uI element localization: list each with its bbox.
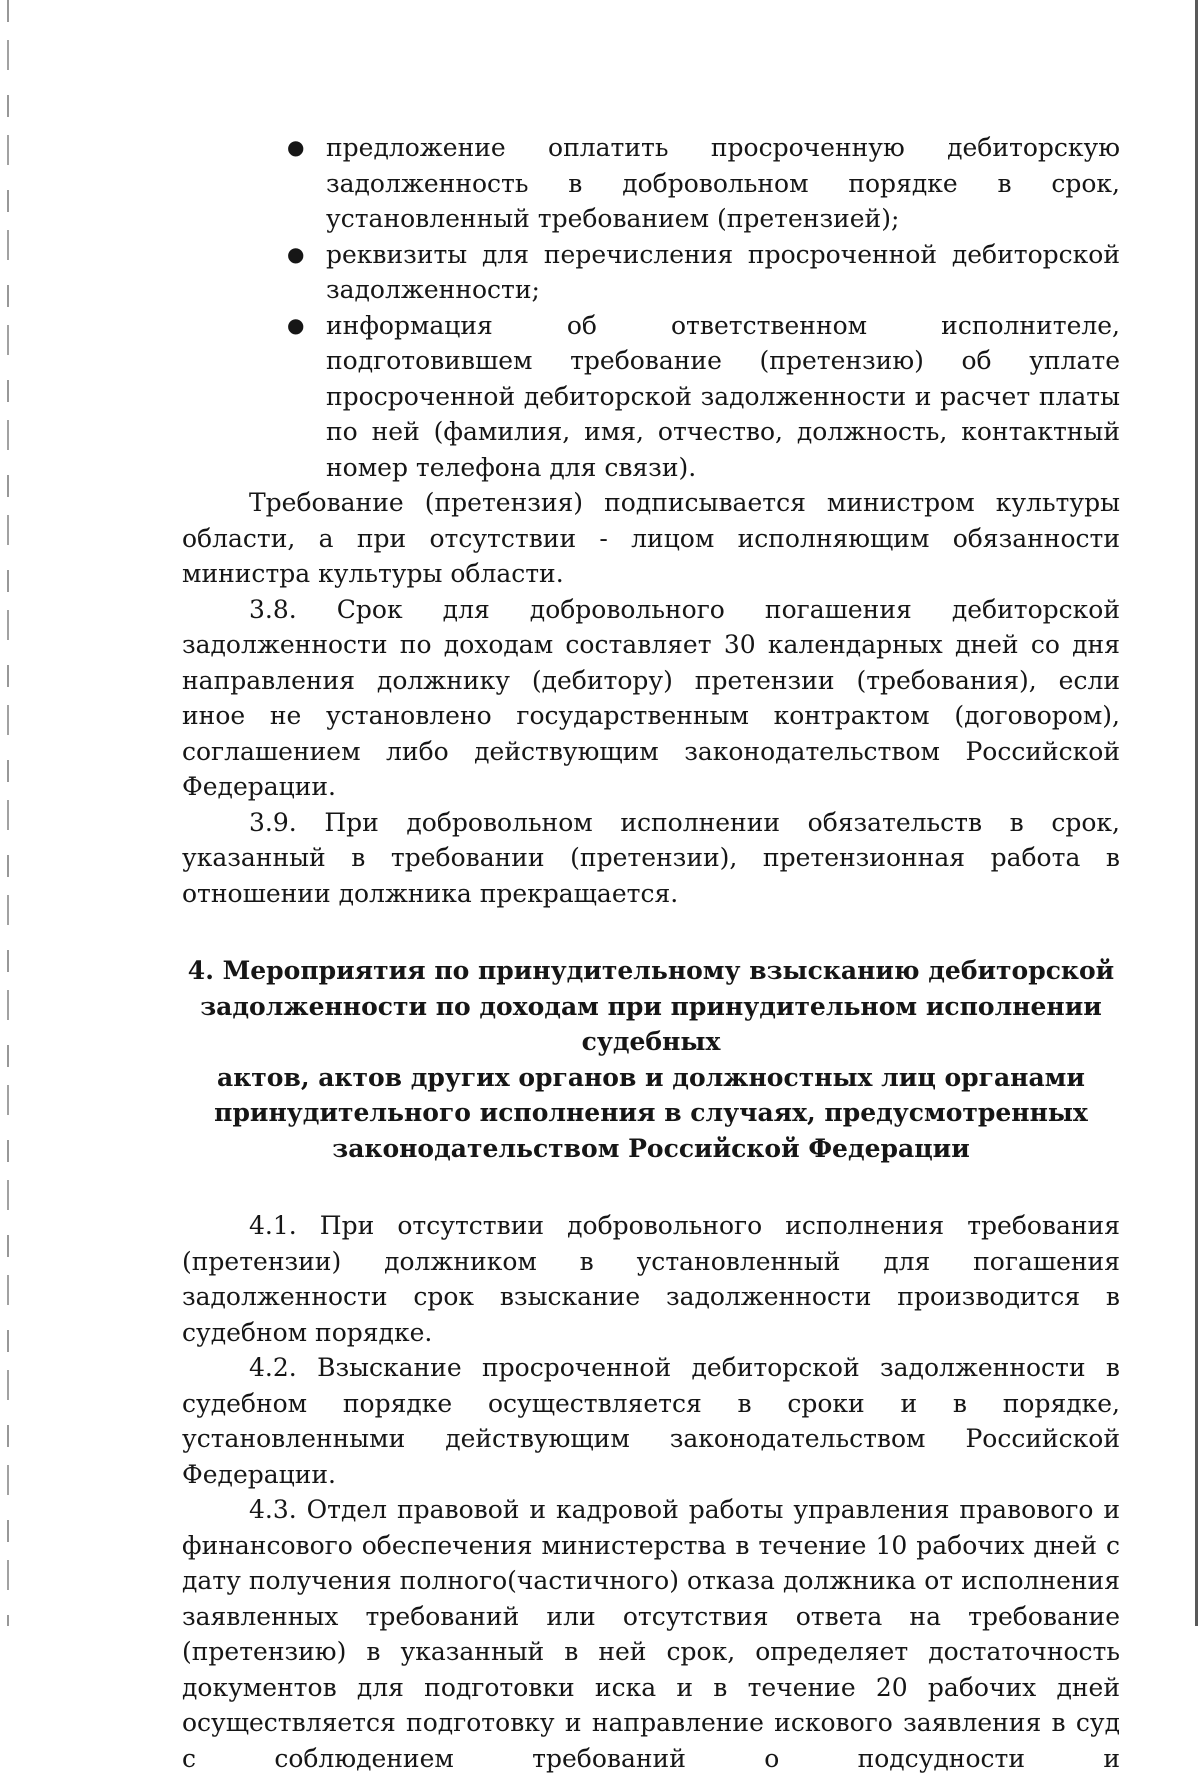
bullet-item [287, 130, 1120, 237]
bullet-list [182, 130, 1120, 485]
bullet-icon: ● [287, 312, 305, 337]
heading-line: законодательством Российской Федерации [332, 1133, 970, 1163]
paragraph-3-8: 3.8. Срок для добровольного погашения дебиторской задолженности по доходам составляет 30 календарных дней со дня направления должнику (дебитору) претензии (требования), если иное не установлено государственным контрактом (договором), соглашением либо действующим законодательством Российской Федерации. [182, 594, 1120, 801]
paragraph-4-1: 4.1. При отсутствии добровольного исполнения требования (претензии) должником в установленный для погашения задолженности срок взыскание задолженности производится в судебном порядке. [182, 1211, 1120, 1347]
bullet-text: информация об ответственном исполнителе, подготовившем требование (претензию) об уплате просроченной дебиторской задолженности и расчет платы по ней (фамилия, имя, отчество, должность, контактный номер телефона для связи). [326, 310, 1120, 482]
bullet-text: предложение оплатить просроченную дебиторскую задолженность в добровольном порядке в срок, установленный требованием (претензией); [326, 133, 1120, 233]
bullet-icon: ● [287, 241, 305, 266]
paragraph-signature: Требование (претензия) подписывается министром культуры области, а при отсутствии - лицом исполняющим обязанности министра культуры области. [182, 488, 1120, 588]
paragraph-4-2: 4.2. Взыскание просроченной дебиторской задолженности в судебном порядке осуществляется в сроки и в порядке, установленными действующим законодательством Российской Федерации. [182, 1353, 1120, 1489]
heading-line: задолженности по доходам при принудительном исполнении судебных [200, 991, 1102, 1056]
paragraph-3-9: 3.9. При добровольном исполнении обязательств в срок, указанный в требовании (претензии), претензионная работа в отношении должника прекращается. [182, 807, 1120, 908]
bullet-item [287, 237, 1120, 308]
section-4-heading [182, 953, 1120, 1166]
scan-edge-right [1195, 0, 1198, 1626]
bullet-text: реквизиты для перечисления просроченной дебиторской задолженности; [326, 239, 1120, 304]
heading-line: принудительного исполнения в случаях, предусмотренных [214, 1098, 1088, 1127]
paragraph-4-3: 4.3. Отдел правовой и кадровой работы управления правового и финансового обеспечения министерства в течение 10 рабочих дней с дату получения полного(частичного) отказа должника от исполнения заявленных требований или отсутствия ответа на требование (претензию) в указанный в ней срок, определяет достаточность документов для подготовки иска и в течение 20 рабочих дней осуществляется подготовку и направление искового заявления в суд с соблюдением требований о подсудности и [182, 1495, 1120, 1773]
scan-edge-left [7, 0, 9, 1626]
document-page [182, 130, 1120, 1776]
bullet-icon: ● [287, 135, 305, 159]
heading-line: 4. Мероприятия по принудительному взысканию дебиторской [187, 956, 1115, 985]
bullet-item [287, 308, 1120, 486]
heading-line: актов, актов других органов и должностных лиц органами [217, 1062, 1085, 1092]
